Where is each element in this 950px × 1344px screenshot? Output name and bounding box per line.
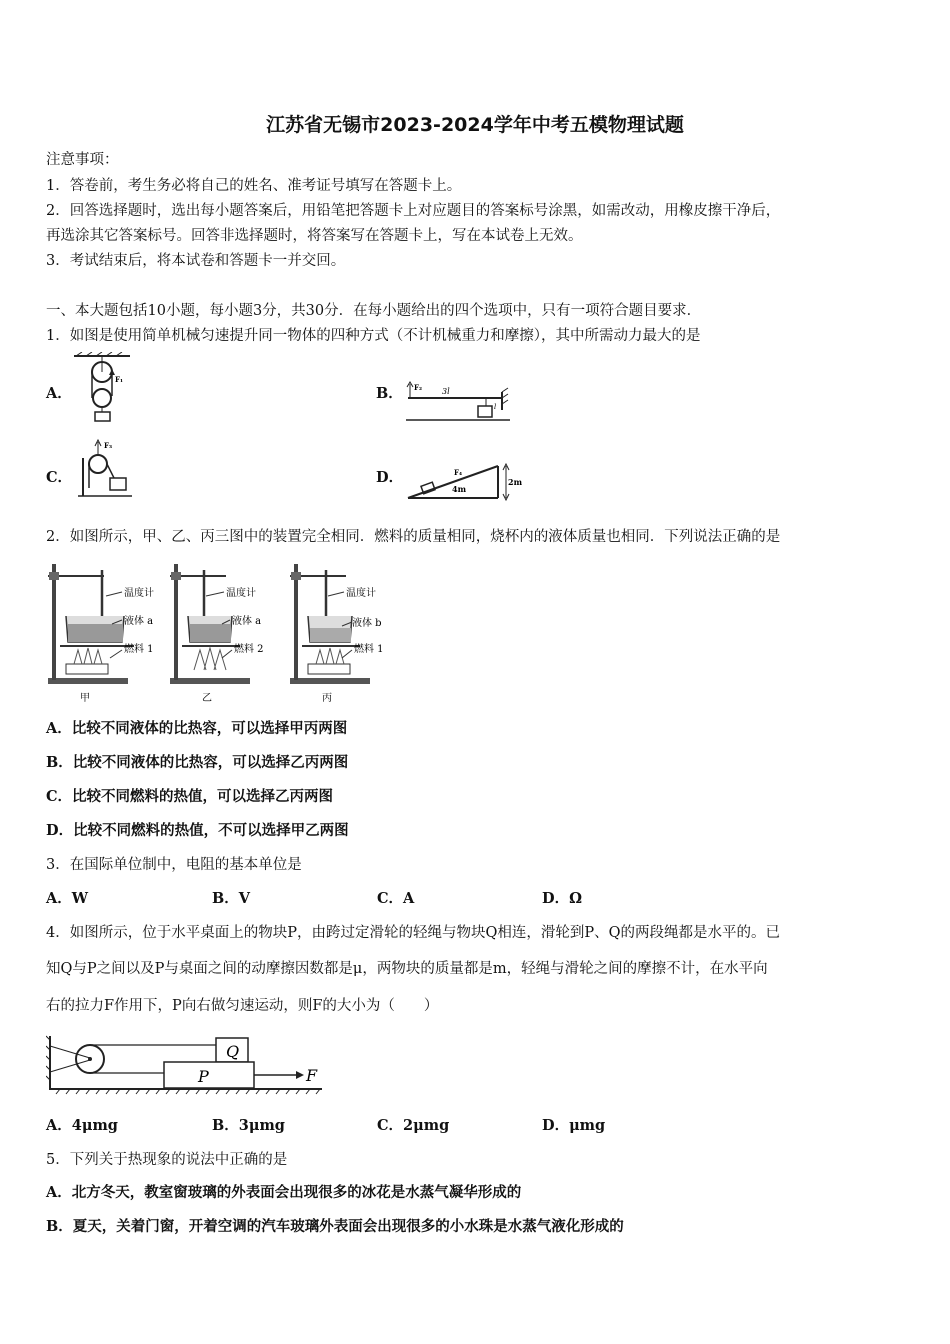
- q1a-force-label: F₁: [115, 375, 124, 384]
- q1-figure-a: [72, 352, 134, 424]
- q2-figure-bing: [286, 558, 416, 704]
- q1-option-a[interactable]: A．: [46, 385, 72, 402]
- q5-option-a[interactable]: A．北方冬天，教室窗玻璃的外表面会出现很多的冰花是水蒸气凝华形成的: [46, 1184, 522, 1201]
- question-4-stem-line: 4．如图所示，位于水平桌面上的物块P，由跨过定滑轮的轻绳与物块Q相连，滑轮到P、Q的两段绳都是水平的。已: [46, 925, 781, 941]
- q5-option-b[interactable]: B．夏天，关着门窗，开着空调的汽车玻璃外表面会出现很多的小水珠是水蒸气液化形成的: [46, 1218, 624, 1235]
- q1d-force-label: F₄: [454, 468, 463, 477]
- q2-bing-fuel-label: 燃料 1: [354, 644, 384, 655]
- q3-option-b[interactable]: B．V: [212, 890, 251, 907]
- q1-option-c[interactable]: C．: [46, 469, 73, 486]
- page-title: 江苏省无锡市2023-2024学年中考五模物理试题: [266, 114, 684, 136]
- q4-figure: [46, 1032, 326, 1096]
- question-4-stem-line: 右的拉力F作用下，P向右做匀速运动，则F的大小为（ ）: [46, 998, 439, 1014]
- notice-item: 1．答卷前，考生务必将自己的姓名、准考证号填写在答题卡上。: [46, 178, 462, 194]
- question-5-stem: 5．下列关于热现象的说法中正确的是: [46, 1152, 288, 1168]
- q2-option-a[interactable]: A．比较不同液体的比热容，可以选择甲丙两图: [46, 720, 348, 737]
- q1-figure-c: [74, 438, 136, 500]
- notice-item: 3．考试结束后，将本试卷和答题卡一并交回。: [46, 253, 346, 269]
- q2-bing-caption: 丙: [322, 693, 332, 704]
- q1-option-d[interactable]: D．: [376, 469, 404, 486]
- q2-bing-liquid-label: 液体 b: [352, 618, 382, 629]
- q1b-arm-3l: 3l: [442, 387, 450, 396]
- q1b-force-label: F₂: [414, 383, 423, 392]
- q4-option-a[interactable]: A．4μmg: [46, 1117, 118, 1134]
- q4-option-b[interactable]: B．3μmg: [212, 1117, 285, 1134]
- question-2-stem: 2．如图所示，甲、乙、丙三图中的装置完全相同．燃料的质量相同，烧杯内的液体质量也相同．下列说法正确的是: [46, 529, 781, 545]
- q2-yi-thermometer-label: 温度计: [226, 588, 256, 599]
- q4-force-f-label: F: [306, 1066, 318, 1085]
- question-3-stem: 3．在国际单位制中，电阻的基本单位是: [46, 857, 302, 873]
- q2-yi-fuel-label: 燃料 2: [234, 644, 264, 655]
- notice-heading: 注意事项：: [46, 152, 119, 168]
- q2-figure-jia: [44, 558, 174, 704]
- q2-jia-thermometer-label: 温度计: [124, 588, 154, 599]
- q2-figure-yi: [166, 558, 296, 704]
- question-4-stem-line: 知Q与P之间以及P与桌面之间的动摩擦因数都是μ，两物块的质量都是m，轻绳与滑轮之间的摩擦不计，在水平向: [46, 961, 768, 977]
- q2-bing-thermometer-label: 温度计: [346, 588, 376, 599]
- q4-option-d[interactable]: D．μmg: [542, 1117, 606, 1134]
- q4-block-q-label: Q: [226, 1042, 240, 1061]
- q1-option-b[interactable]: B．: [376, 385, 403, 402]
- notice-item: 再选涂其它答案标号。回答非选择题时，将答案写在答题卡上，写在本试卷上无效。: [46, 228, 583, 244]
- q2-yi-liquid-label: 液体 a: [232, 616, 262, 627]
- notice-item: 2．回答选择题时，选出每小题答案后，用铅笔把答题卡上对应题目的答案标号涂黑，如需改动，用橡皮擦干净后，: [46, 203, 781, 219]
- q3-option-d[interactable]: D．Ω: [542, 890, 582, 907]
- q3-option-a[interactable]: A．W: [46, 890, 89, 907]
- q2-yi-caption: 乙: [202, 693, 212, 704]
- q1d-length-4m: 4m: [452, 484, 467, 494]
- q2-option-d[interactable]: D．比较不同燃料的热值，不可以选择甲乙两图: [46, 822, 349, 839]
- q1-figure-b: [402, 378, 520, 426]
- question-1-stem: 1．如图是使用简单机械匀速提升同一物体的四种方式（不计机械重力和摩擦），其中所需动力最大的是: [46, 328, 701, 344]
- q2-jia-liquid-label: 液体 a: [124, 616, 154, 627]
- q2-jia-caption: 甲: [80, 693, 90, 704]
- q4-block-p-label: P: [198, 1067, 209, 1086]
- q4-option-c[interactable]: C．2μmg: [377, 1117, 450, 1134]
- q2-jia-fuel-label: 燃料 1: [124, 644, 154, 655]
- section-heading: 一、本大题包括10小题，每小题3分，共30分．在每小题给出的四个选项中，只有一项符合题目要求．: [46, 303, 702, 319]
- q2-option-c[interactable]: C．比较不同燃料的热值，可以选择乙丙两图: [46, 788, 334, 805]
- q3-option-c[interactable]: C．A: [377, 890, 415, 907]
- q1d-height-2m: 2m: [508, 477, 523, 487]
- q2-option-b[interactable]: B．比较不同液体的比热容，可以选择乙丙两图: [46, 754, 349, 771]
- q1b-arm-l: l: [494, 403, 497, 411]
- q1c-force-label: F₃: [104, 441, 113, 450]
- q1-figure-d: [404, 460, 524, 504]
